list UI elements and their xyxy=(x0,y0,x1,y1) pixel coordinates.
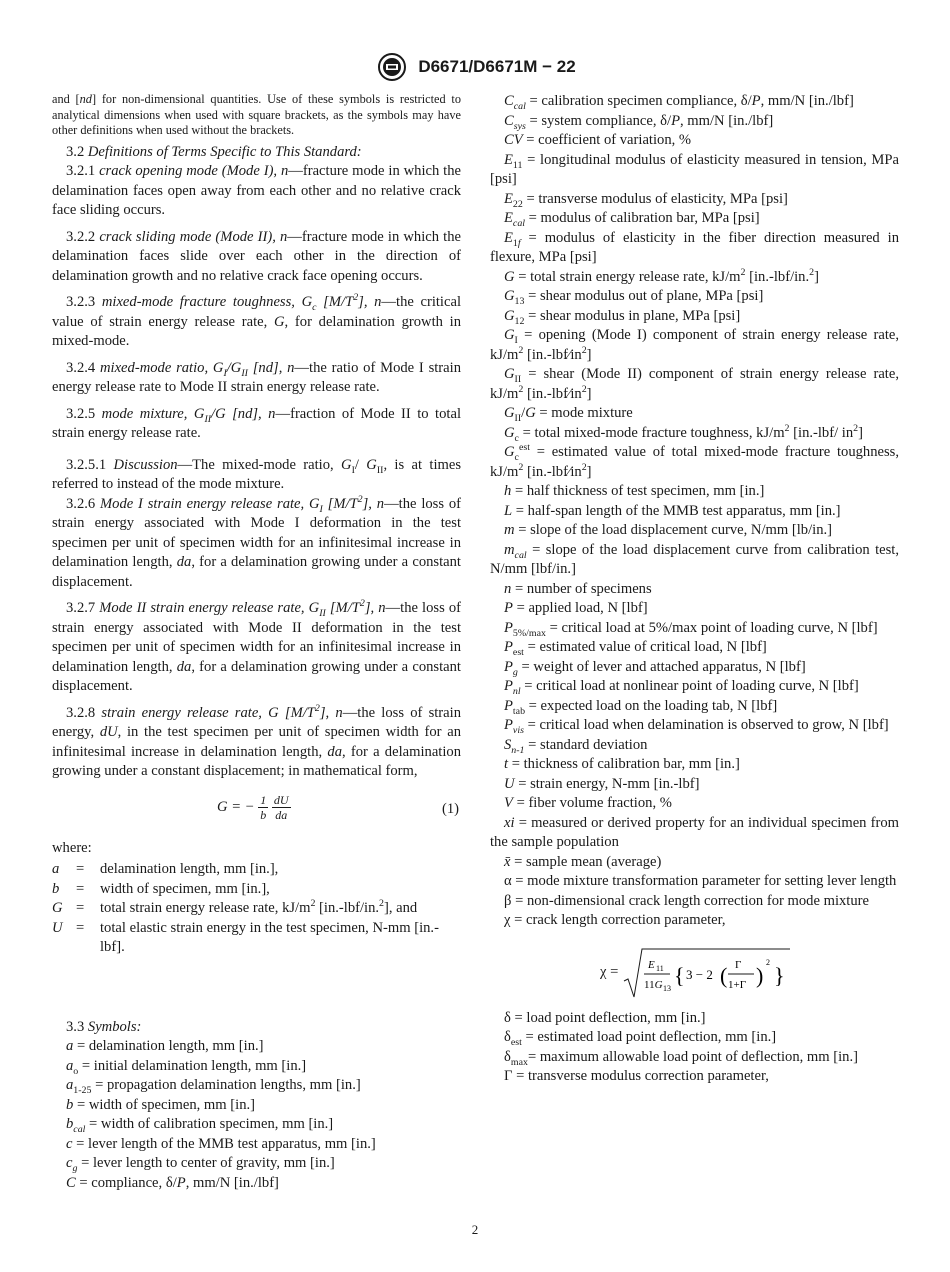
symbol-item: t = thickness of calibration bar, mm [in.] xyxy=(504,756,740,772)
symbol-item: $E_{22}$ = transverse modulus of elasticity, MPa [psi] xyxy=(504,190,788,210)
section-3-2-heading: 3.2 Definitions of Terms Specific to This Standard: xyxy=(66,143,362,160)
symbol-item: δ = load point deflection, mm [in.] xyxy=(504,1009,706,1026)
symbol-item: Γ = transverse modulus correction parameter, xyxy=(504,1068,769,1084)
symbol-item: $c_g$ = lever length to center of gravity, mm [in.] xyxy=(66,1155,335,1175)
svg-text:Γ: Γ xyxy=(735,958,742,971)
symbol-item: n = number of specimens xyxy=(504,580,652,597)
symbol-item: $C_{cal}$ = calibration specimen compliance, δ/P, mm/N [in./lbf] xyxy=(504,93,854,112)
symbol-item: α = mode mixture transformation parameter for setting lever length xyxy=(504,873,897,889)
definition-3-2-6: 3.2.6 Mode I strain energy release rate, $G_I$ $[M/T^2]$, n—the loss of strain energy associated with Mode I deformation in the test specimen per unit of specimen width for an infinitesimal increase in delamination length, da, for a delamination growing under a constant displacement. xyxy=(52,493,462,590)
svg-text:): ) xyxy=(756,962,764,988)
where-item: U = total elastic strain energy in the test specimen, N-mm [in.-lbf]. xyxy=(52,919,439,956)
symbol-item: G = total strain energy release rate, $kJ/m^2$ [in.-lbf/in.$^2$] xyxy=(504,266,819,285)
symbol-item: P = applied load, N [lbf] xyxy=(504,600,648,616)
symbol-item: $G_c$ = total mixed-mode fracture toughness, $kJ/m^2$ [in.-lbf/ $in^2$] xyxy=(504,422,863,444)
page-header xyxy=(0,52,950,82)
definition-3-2-4: 3.2.4 mixed-mode ratio, $G_I/G_{II}$ [nd], n—the ratio of Mode I strain energy release rate to Mode II strain energy release rate. xyxy=(52,359,461,396)
symbol-item: $G_{II}/G$ = mode mixture xyxy=(504,405,633,424)
symbol-item: $P_{5\%/max}$ = critical load at 5%/max point of loading curve, N [lbf] xyxy=(504,619,878,639)
symbol-item: L = half-span length of the MMB test apparatus, mm [in.] xyxy=(504,502,841,519)
symbol-item: $b_{cal}$ = width of calibration specimen, mm [in.] xyxy=(66,1116,334,1136)
left-column xyxy=(52,92,461,1193)
symbol-item: h = half thickness of test specimen, mm [in.] xyxy=(504,483,765,499)
svg-text:}: } xyxy=(774,962,785,988)
where-item: a = delamination length, mm [in.], xyxy=(52,861,279,878)
symbol-item: b = width of specimen, mm [in.] xyxy=(66,1096,255,1113)
symbol-item: $P_g$ = weight of lever and attached apparatus, N [lbf] xyxy=(504,658,806,678)
svg-text:2: 2 xyxy=(766,957,770,967)
definition-3-2-3: 3.2.3 mixed-mode fracture toughness, $G_c$ $[M/T^2]$, n—the critical value of strain energy release rate, G, for delamination growth in mixed-mode. xyxy=(52,292,461,350)
where-list xyxy=(52,860,461,958)
symbol-item: x̄ = sample mean (average) xyxy=(504,853,662,870)
definition-3-2-5: 3.2.5 mode mixture, $G_{II}/G$ [nd], n—fraction of Mode II to total strain energy release rate. xyxy=(52,405,461,442)
right-column xyxy=(490,92,899,1087)
symbol-item: $a_{1-25}$ = propagation delamination lengths, mm [in.] xyxy=(66,1077,361,1097)
equation-number: (1) xyxy=(441,800,459,817)
symbol-item: $S_{n-1}$ = standard deviation xyxy=(504,736,648,756)
page-number: 2 xyxy=(471,1222,479,1237)
svg-text:1+Γ: 1+Γ xyxy=(728,978,747,991)
symbol-item: $G_{13}$ = shear modulus out of plane, MPa [psi] xyxy=(504,288,764,307)
symbol-item: $P_{est}$ = estimated value of critical load, N [lbf] xyxy=(504,639,767,658)
symbol-item: $a_o$ = initial delamination length, mm [in.] xyxy=(66,1057,307,1077)
symbol-item: $C_{sys}$ = system compliance, δ/P, mm/N [in./lbf] xyxy=(504,112,774,132)
symbol-item: $E_{cal}$ = modulus of calibration bar, MPa [psi] xyxy=(504,210,760,229)
symbol-item: χ = crack length correction parameter, xyxy=(504,912,726,928)
where-item: b = width of specimen, mm [in.], xyxy=(52,880,270,897)
symbol-item: C = compliance, δ/P, mm/N [in./lbf] xyxy=(66,1174,279,1191)
svg-text:11: 11 xyxy=(656,963,664,973)
equation-1-formula: G = − $\frac{1}{b}$ $\frac{dU}{da}$ xyxy=(217,792,289,822)
chi-e11: E xyxy=(648,958,655,971)
symbol-item: m = slope of the load displacement curve, N/mm [lb/in.] xyxy=(504,522,833,538)
symbol-item: $G_{12}$ = shear modulus in plane, MPa [psi] xyxy=(504,307,741,327)
symbol-item: $P_{tab}$ = expected load on the loading tab, N [lbf] xyxy=(504,697,778,717)
astm-logo-icon xyxy=(374,52,410,82)
section-3-3-heading: 3.3 Symbols: xyxy=(66,1018,142,1035)
symbol-item: xi = measured or derived property for an individual specimen from the sample population xyxy=(490,814,899,850)
chi-equation-lhs: χ = xyxy=(600,963,619,980)
svg-text:11G: 11G xyxy=(644,978,663,991)
definition-3-2-2: 3.2.2 crack sliding mode (Mode II), n—fracture mode in which the delamination faces slide over each other in the direction of delamination growth and no relative crack face opening occurs. xyxy=(52,228,461,284)
standard-designation: D6671/D6671M − 22 xyxy=(418,57,576,76)
symbol-item: β = non-dimensional crack length correction for mode mixture xyxy=(504,892,869,909)
symbol-item: $E_{11}$ = longitudinal modulus of elasticity measured in tension, MPa [psi] xyxy=(490,151,899,187)
svg-text:(: ( xyxy=(720,962,728,988)
equation-1 xyxy=(52,791,461,831)
symbol-item: $\delta_{max}=$ maximum allowable load point of deflection, mm [in.] xyxy=(504,1048,858,1068)
symbol-item: $E_{1f}$ = modulus of elasticity in the fiber direction measured in flexure, MPa [psi] xyxy=(490,229,899,265)
symbol-item: $P_{nl}$ = critical load at nonlinear point of loading curve, N [lbf] xyxy=(504,678,859,697)
symbol-item: $G_I$ = opening (Mode I) component of strain energy release rate, $kJ/m^2$ $[in.-lbf⁄in^2]$ xyxy=(490,327,899,363)
symbol-item: V = fiber volume fraction, % xyxy=(504,795,672,811)
symbol-item: CV = coefficient of variation, % xyxy=(504,132,692,148)
symbol-item: $G_{II}$ = shear (Mode II) component of strain energy release rate, $kJ/m^2$ $[in.-lbf⁄in^2]$ xyxy=(490,366,899,402)
symbol-item: $m_{cal}$ = slope of the load displacement curve from calibration test, N/mm [lbf/in.] xyxy=(490,541,899,577)
symbol-item: $\delta_{est}$ = estimated load point deflection, mm [in.] xyxy=(504,1029,777,1048)
intro-paragraph: and [nd] for non-dimensional quantities. Use of these symbols is restricted to analytical dimensions when used with square brackets, as the symbols may have other definitions when used without the brackets. xyxy=(52,92,461,138)
definition-3-2-1: 3.2.1 crack opening mode (Mode I), n—fracture mode in which the delamination faces open away from each other and no relative crack face sliding occurs. xyxy=(52,163,462,219)
symbol-item: $G_c^{est}$ = estimated value of total mixed-mode fracture toughness, $kJ/m^2$ $[in.-lbf⁄in^2]$ xyxy=(490,442,899,480)
symbol-item: c = lever length of the MMB test apparatus, mm [in.] xyxy=(66,1135,376,1152)
definition-3-2-5-1: 3.2.5.1 Discussion—The mixed-mode ratio, $G_I/$ $G_{II}$, is at times referred to instead of the mode mixture. xyxy=(52,456,462,493)
symbol-item: $P_{vis}$ = critical load when delamination is observed to grow, N [lbf] xyxy=(504,717,889,736)
where-label: where: xyxy=(52,839,92,856)
where-item: G = total strain energy release rate, $kJ/m^2$ [in.-lbf/in.$^2$], and xyxy=(52,898,418,917)
definition-3-2-7: 3.2.7 Mode II strain energy release rate, $G_{II}$ $[M/T^2]$, n—the loss of strain energy associated with Mode II deformation in the test specimen per unit of specimen width for an infinitesimal increase in delamination length, da, for a delamination growing under a constant displacement. xyxy=(52,598,461,695)
svg-text:{: { xyxy=(674,962,685,988)
chi-equation xyxy=(490,945,899,1003)
chi-equation-formula xyxy=(622,945,792,1003)
symbol-item: U = strain energy, N-mm [in.-lbf] xyxy=(504,775,700,792)
symbol-item: a = delamination length, mm [in.] xyxy=(66,1038,264,1055)
svg-text:3 − 2: 3 − 2 xyxy=(686,966,713,982)
svg-text:13: 13 xyxy=(663,983,671,993)
definition-3-2-8: 3.2.8 strain energy release rate, G $[M/T^2]$, n—the loss of strain energy, dU, in the test specimen per unit of specimen width for an infinitesimal increase in delamination length, da, for a delamination growing under a constant displacement; in mathematical form, xyxy=(52,702,462,780)
